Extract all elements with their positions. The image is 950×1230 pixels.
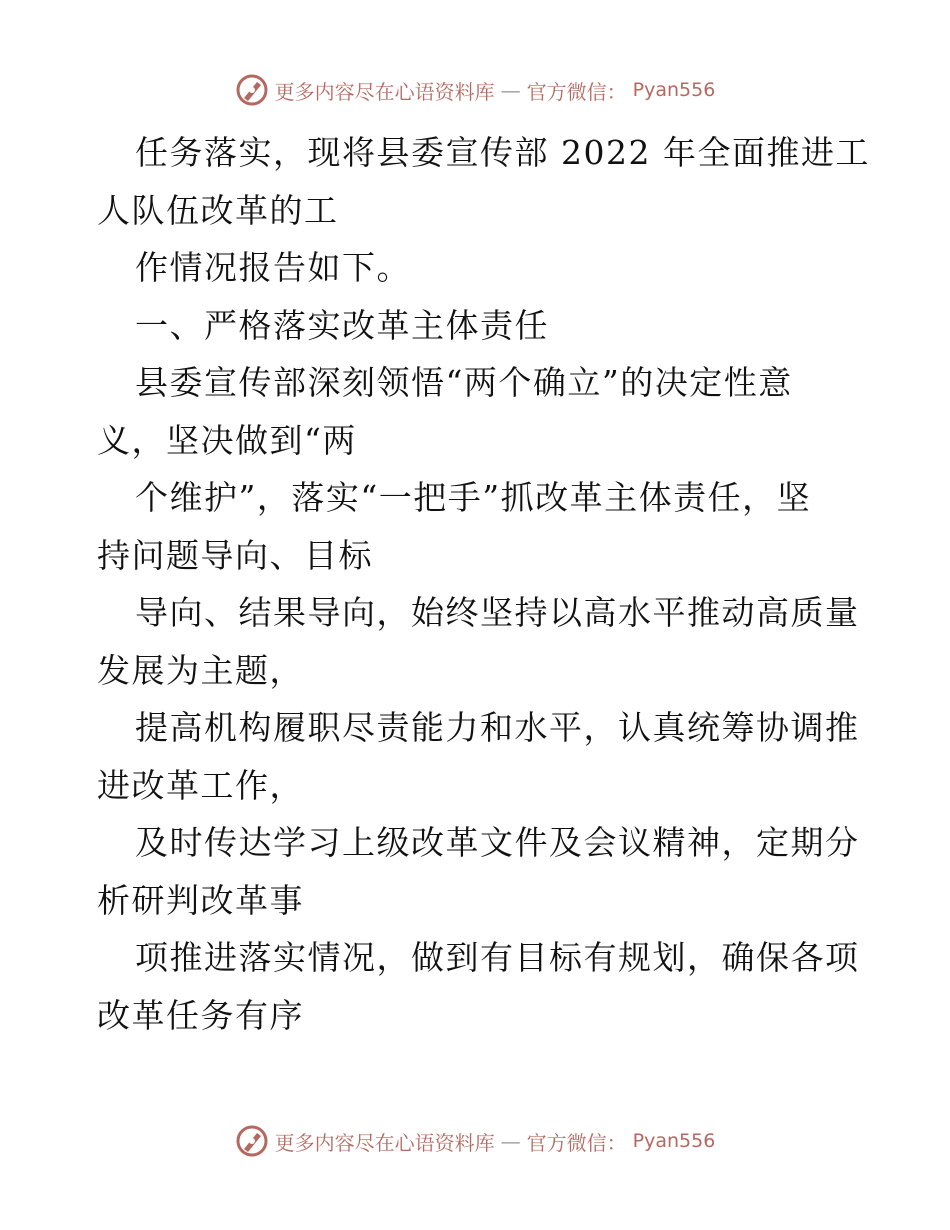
text-line: 任务落实，现将县委宣传部 2022 年全面推进工 [135, 133, 870, 172]
text-line: 发展为主题， [97, 650, 304, 690]
watermark-site-text: 更多内容尽在心语资料库 [274, 79, 495, 104]
text-line: 改革任务有序 [97, 995, 304, 1035]
watermark-wechat-id: Pyan556 [632, 79, 716, 101]
text-line: 进改革工作， [97, 765, 304, 805]
text-line: 析研判改革事 [97, 880, 304, 920]
text-line: 导向、结果导向，始终坚持以高水平推动高质量 [135, 593, 860, 632]
pen-logo-icon [235, 1124, 269, 1158]
watermark-wechat-label: 官方微信： [526, 79, 627, 104]
watermark-wechat-id: Pyan556 [632, 1130, 716, 1152]
watermark-wechat-label: 官方微信： [526, 1130, 627, 1155]
text-line: 及时传达学习上级改革文件及会议精神，定期分 [135, 823, 860, 862]
section-heading: 一、严格落实改革主体责任 [135, 305, 549, 345]
text-line: 人队伍改革的工 [97, 190, 339, 230]
document-body [97, 124, 870, 1044]
footer-watermark [0, 1124, 950, 1158]
pen-logo-icon [235, 73, 269, 107]
text-line: 项推进落实情况，做到有目标有规划，确保各项 [135, 938, 860, 977]
text-line: 持问题导向、目标 [97, 535, 373, 575]
text-line: 作情况报告如下。 [135, 248, 411, 287]
watermark-separator: — [500, 1129, 521, 1153]
text-line: 义，坚决做到“两 [97, 420, 357, 460]
watermark-site-text: 更多内容尽在心语资料库 [274, 1130, 495, 1155]
header-watermark [0, 73, 950, 107]
text-line: 县委宣传部深刻领悟“两个确立”的决定性意 [135, 363, 793, 402]
text-line: 个维护”，落实“一把手”抓改革主体责任，坚 [135, 478, 812, 517]
text-line: 提高机构履职尽责能力和水平，认真统筹协调推 [135, 708, 860, 747]
watermark-separator: — [500, 78, 521, 102]
